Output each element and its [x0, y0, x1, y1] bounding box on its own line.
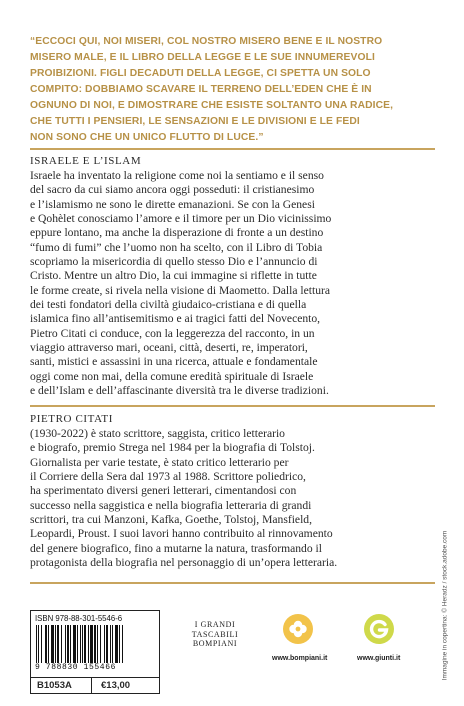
description-line: del sacro da cui siamo ancora oggi posseduti: il cristianesimo: [30, 183, 315, 197]
giunti-logo-icon: [364, 614, 394, 644]
quote-line: NON SONO CHE UN UNICO FLUTTO DI LUCE.”: [30, 132, 264, 143]
barcode-bar: [61, 625, 62, 663]
series-imprint: [184, 620, 246, 649]
description-line: “fumo di fumi” che l’uomo non ha scelto, con il Libro di Tobia: [30, 240, 323, 254]
quote-line: CHE TUTTI I PENSIERI, LE SENSAZIONI E LE DIVISIONI E LE FEDI: [30, 116, 360, 127]
author-bio: [30, 427, 440, 570]
description-line: islamica fino all’antisemitismo e ai tragici fatti del Novecento,: [30, 312, 321, 326]
barcode-bar: [112, 625, 113, 663]
barcode-bar: [70, 625, 71, 663]
quote-line: OGNUNO DI NOI, E DIMOSTRARE CHE ESISTE SOLTANTO UNA RADICE,: [30, 100, 394, 111]
price: €13,00: [101, 680, 131, 691]
barcode-bar: [115, 625, 118, 663]
barcode-bar: [94, 625, 96, 663]
code-price-row: [31, 677, 159, 694]
description-line: viaggio attraverso mari, oceani, città, deserti, re, imperatori,: [30, 341, 308, 355]
giunti-g-icon: [364, 614, 394, 644]
barcode-panel: [30, 610, 160, 694]
barcode-bar: [48, 625, 49, 663]
barcode-bars: [34, 625, 156, 663]
cover-image-credit: [431, 516, 449, 702]
pull-quote: [30, 34, 430, 146]
barcode-bar: [122, 625, 123, 663]
barcode-bar: [51, 625, 54, 663]
description-line: eppure lontano, ma anche la disperazione di fronte a un destino: [30, 226, 324, 240]
bio-line: e biografo, premio Strega nel 1984 per la biografia di Tolstoj.: [30, 441, 315, 455]
barcode-bar: [100, 625, 101, 663]
description-line: Cristo. Mentre un altro Dio, la cui immagine si riflette in tutte: [30, 269, 317, 283]
barcode-bar: [110, 625, 111, 663]
quote-line: “ECCOCI QUI, NOI MISERI, COL NOSTRO MISERO BENE E IL NOSTRO: [30, 36, 383, 47]
barcode-bar: [45, 625, 47, 663]
barcode-bar: [119, 625, 120, 663]
series-line: I GRANDI: [194, 620, 236, 629]
barcode-digits: 9 788830 155466: [35, 663, 117, 672]
description-line: santi, mistici e assassini in una ricerca, attuale e fondamentale: [30, 355, 318, 369]
barcode-bar: [65, 625, 66, 663]
barcode-bar: [67, 625, 69, 663]
barcode-bar: [36, 625, 37, 663]
bio-line: Giornalista per varie testate, è stato critico letterario per: [30, 455, 289, 469]
barcode-bar: [90, 625, 93, 663]
catalog-code: B1053A: [37, 680, 72, 691]
quote-line: MISERO MALE, E IL LIBRO DELLA LEGGE E LE SUE INNUMEREVOLI: [30, 52, 375, 63]
description-line: e l’islamismo ne sono le dirette emanazioni. Se con la Genesi: [30, 197, 315, 211]
bio-line: successo nella saggistica e nella biografia letteraria di grandi: [30, 498, 312, 512]
barcode-bar: [88, 625, 89, 663]
isbn-text: ISBN 978-88-301-5546-6: [35, 614, 123, 623]
flower-icon: [283, 614, 313, 644]
barcode-bar: [57, 625, 59, 663]
series-line: TASCABILI: [191, 629, 239, 639]
barcode-bar: [73, 625, 76, 663]
barcode-bar: [38, 625, 39, 663]
barcode-bar: [80, 625, 81, 663]
bio-line: (1930-2022) è stato scrittore, saggista, critico letterario: [30, 427, 285, 440]
description-line: Israele ha inventato la religione come noi la sentiamo e il senso: [30, 169, 324, 182]
code-price-separator: [91, 678, 92, 694]
bompiani-website[interactable]: www.bompiani.it: [272, 655, 328, 662]
gold-divider-top: [30, 148, 435, 150]
barcode-bar: [82, 625, 83, 663]
barcode-bar: [41, 625, 42, 663]
bio-line: scrittori, tra cui Manzoni, Kafka, Goethe, Tolstoj, Mansfield,: [30, 513, 312, 527]
bio-line: il Corriere della Sera dal 1973 al 1988. Scrittore poliedrico,: [30, 470, 306, 484]
description-line: e Qohèlet conosciamo l’amore e il timore per un Dio vicinissimo: [30, 212, 332, 226]
description-line: e dell’Islam e dell’affascinante diversità tra le diverse tradizioni.: [30, 384, 329, 398]
author-name-heading: PIETRO CITATI: [30, 413, 113, 425]
description-line: dei testi fondatori della civiltà giudaico-cristiana e di quella: [30, 298, 307, 312]
description-line: Pietro Citati ci conduce, con la leggerezza del racconto, in un: [30, 326, 315, 340]
barcode-bar: [97, 625, 98, 663]
quote-line: PROIBIZIONI. FIGLI DECADUTI DELLA LEGGE, CI SPETTA UN SOLO: [30, 68, 371, 79]
bio-line: ha sperimentato diversi generi letterari, cimentandosi con: [30, 484, 297, 498]
description-line: scopriamo la misericordia di quello stesso Dio e l’annuncio di: [30, 255, 318, 269]
series-line: BOMPIANI: [192, 639, 238, 649]
bompiani-logo-icon: [283, 614, 313, 644]
book-title-heading: ISRAELE E L’ISLAM: [30, 155, 142, 167]
giunti-website[interactable]: www.giunti.it: [357, 655, 401, 662]
barcode-bar: [84, 625, 86, 663]
description-line: oggi come non mai, della comune eredità spirituale di Israele: [30, 369, 314, 383]
gold-divider-bottom: [30, 582, 435, 584]
barcode-bar: [55, 625, 56, 663]
gold-divider-middle: [30, 405, 435, 407]
quote-line: COMPITO: DOBBIAMO SCAVARE IL TERRENO DELL’EDEN CHE È IN: [30, 84, 372, 95]
description-line: le forme create, si rivela nella visione di Maometto. Dalla lettura: [30, 283, 331, 297]
bio-line: protagonista della biografia nel personaggio di un’opera letteraria.: [30, 556, 338, 570]
book-description: [30, 169, 440, 399]
barcode-bar: [104, 625, 105, 663]
barcode-bar: [77, 625, 78, 663]
bio-line: del genere biografico, fino a mutarne la natura, trasformando il: [30, 541, 322, 555]
barcode-bar: [106, 625, 108, 663]
bio-line: Leopardi, Proust. I suoi lavori hanno contribuito al rinnovamento: [30, 527, 333, 541]
credit-text: Immagine in copertina: © Heradz / stock.adobe.com: [441, 530, 449, 681]
